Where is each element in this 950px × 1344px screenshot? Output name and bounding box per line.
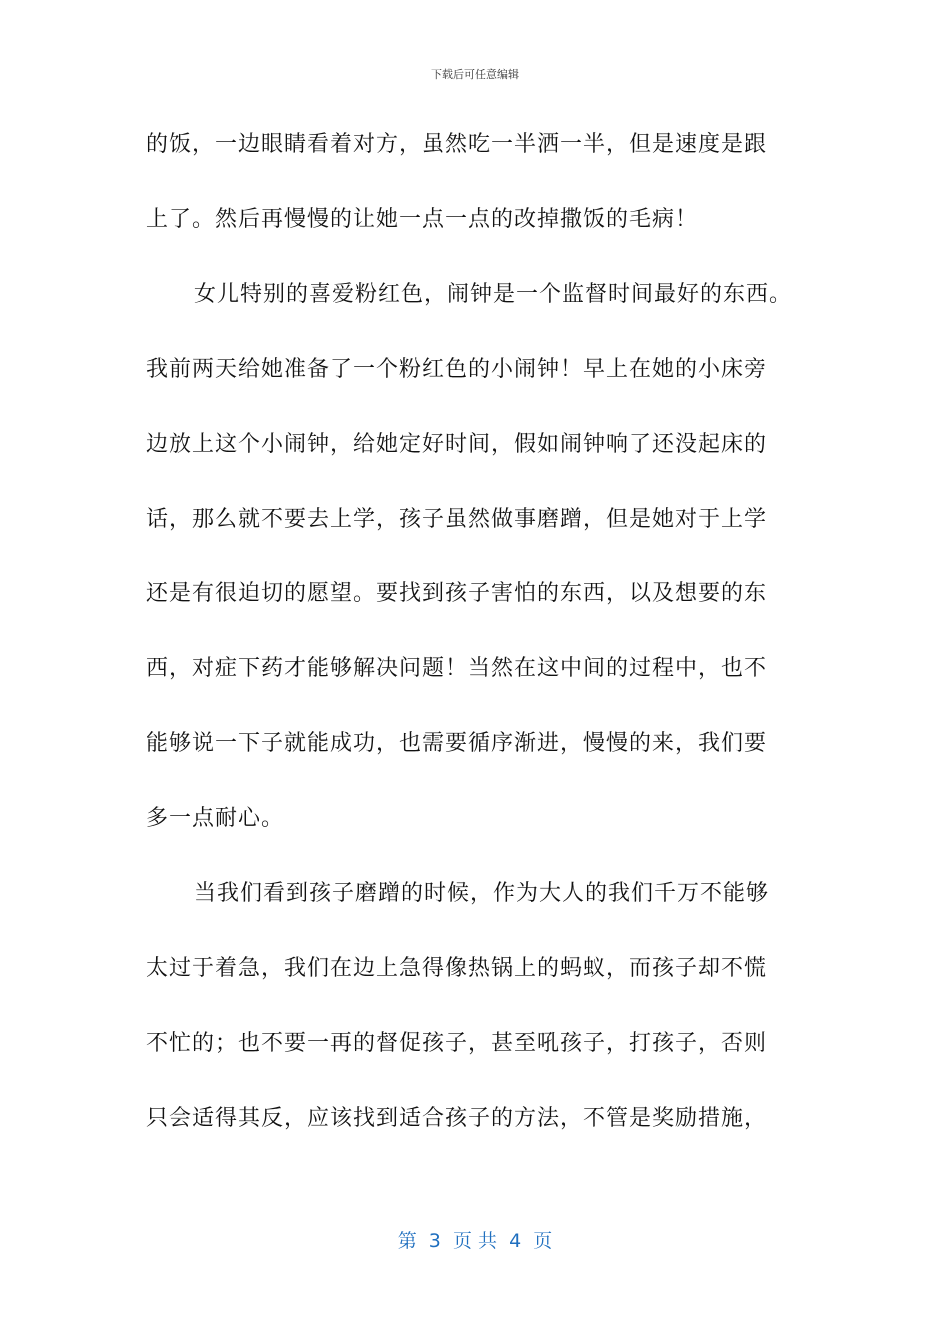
text-line: 话，那么就不要去上学，孩子虽然做事磨蹭，但是她对于上学 — [146, 507, 768, 532]
text-line: 不忙的；也不要一再的督促孩子，甚至吼孩子，打孩子，否则 — [146, 1031, 768, 1056]
text-line: 边放上这个小闹钟，给她定好时间，假如闹钟响了还没起床的 — [146, 432, 768, 457]
text-line: 女儿特别的喜爱粉红色，闹钟是一个监督时间最好的东西。 — [194, 282, 793, 307]
text-line: 当我们看到孩子磨蹭的时候，作为大人的我们千万不能够 — [194, 881, 770, 906]
text-line: 的饭，一边眼睛看着对方，虽然吃一半洒一半，但是速度是跟 — [146, 132, 768, 157]
header-note: 下载后可任意编辑 — [431, 68, 519, 81]
text-line: 太过于着急，我们在边上急得像热锅上的蚂蚁，而孩子却不慌 — [146, 956, 768, 981]
text-line: 能够说一下子就能成功，也需要循序渐进，慢慢的来，我们要 — [146, 731, 768, 756]
page-number: 第 3 页 共 4 页 — [397, 1230, 553, 1252]
text-line: 西，对症下药才能够解决问题！当然在这中间的过程中，也不 — [146, 656, 768, 681]
text-line: 只会适得其反，应该找到适合孩子的方法，不管是奖励措施， — [146, 1106, 768, 1131]
text-line: 多一点耐心。 — [146, 806, 285, 831]
text-line: 我前两天给她准备了一个粉红色的小闹钟！早上在她的小床旁 — [146, 357, 768, 382]
text-line: 还是有很迫切的愿望。要找到孩子害怕的东西，以及想要的东 — [146, 581, 768, 606]
text-line: 上了。然后再慢慢的让她一点一点的改掉撒饭的毛病！ — [146, 207, 699, 232]
